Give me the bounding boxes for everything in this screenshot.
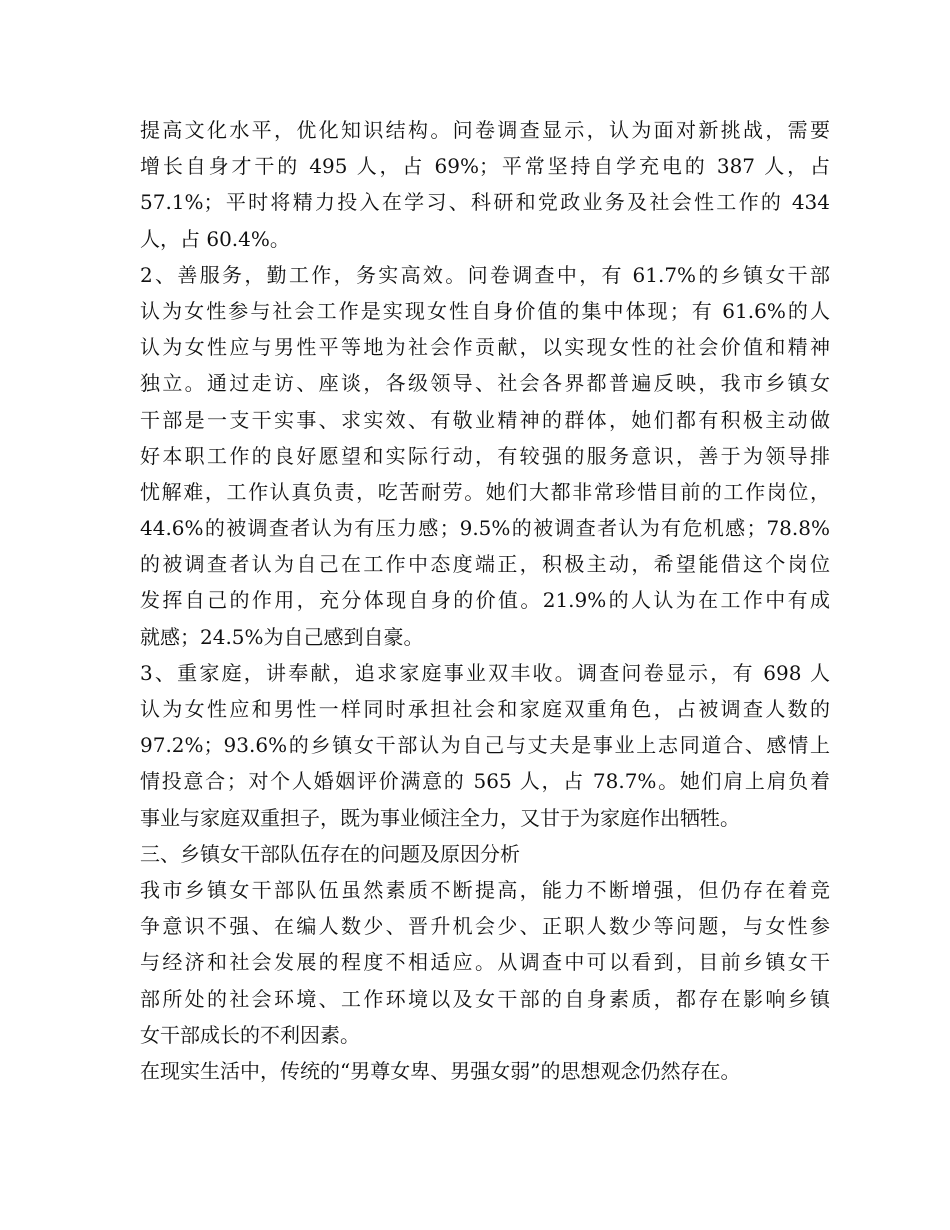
text-line: 认为女性应和男性一样同时承担社会和家庭双重角色，占被调查人数的 (140, 697, 830, 721)
text-line: 提高文化水平，优化知识结构。问卷调查显示，认为面对新挑战，需要 (140, 118, 830, 142)
text-line: 57.1%；平时将精力投入在学习、科研和党政业务及社会性工作的 434 (140, 190, 830, 215)
text-line: 女干部成长的不利因素。 (140, 1022, 360, 1047)
text-line: 增长自身才干的 495 人，占 69%；平常坚持自学充电的 387 人，占 (140, 154, 830, 179)
text-line: 人，占 60.4%。 (140, 226, 290, 251)
text-line: 独立。通过走访、座谈，各级领导、社会各界都普遍反映，我市乡镇女 (140, 371, 830, 396)
document-body (140, 112, 830, 1089)
text-line: 97.2%；93.6%的乡镇女干部认为自己与丈夫是事业上志同道合、感情上 (140, 733, 830, 758)
text-line: 认为女性参与社会工作是实现女性自身价值的集中体现；有 61.6%的人 (140, 298, 830, 323)
text-line: 的被调查者认为自己在工作中态度端正，积极主动，希望能借这个岗位 (140, 552, 830, 577)
text-line: 干部是一支干实事、求实效、有敬业精神的群体，她们都有积极主动做 (140, 407, 830, 432)
text-line: 认为女性应与男性平等地为社会作贡献，以实现女性的社会价值和精神 (140, 335, 830, 360)
text-line: 我市乡镇女干部队伍虽然素质不断提高，能力不断增强，但仍存在着竞 (140, 877, 830, 902)
text-line: 争意识不强、在编人数少、晋升机会少、正职人数少等问题，与女性参 (140, 914, 830, 939)
text-line: 发挥自己的作用，充分体现自身的价值。21.9%的人认为在工作中有成 (140, 588, 830, 613)
text-line: 事业与家庭双重担子，既为事业倾注全力，又甘于为家庭作出牺牲。 (140, 805, 740, 830)
text-line: 情投意合；对个人婚姻评价满意的 565 人，占 78.7%。她们肩上肩负着 (140, 769, 830, 794)
text-line: 3、重家庭，讲奉献，追求家庭事业双丰收。调查问卷显示，有 698 人 (140, 660, 830, 685)
text-line: 忧解难，工作认真负责，吃苦耐劳。她们大都非常珍惜目前的工作岗位， (140, 479, 830, 504)
text-line: 在现实生活中，传统的“男尊女卑、男强女弱”的思想观念仍然存在。 (140, 1058, 741, 1083)
text-line: 2、善服务，勤工作，务实高效。问卷调查中，有 61.7%的乡镇女干部 (140, 262, 830, 287)
text-line: 就感；24.5%为自己感到自豪。 (140, 624, 424, 649)
text-line: 部所处的社会环境、工作环境以及女干部的自身素质，都存在影响乡镇 (140, 986, 830, 1011)
text-line: 44.6%的被调查者认为有压力感；9.5%的被调查者认为有危机感；78.8% (140, 516, 830, 541)
text-line: 好本职工作的良好愿望和实际行动，有较强的服务意识，善于为领导排 (140, 443, 830, 468)
text-line: 与经济和社会发展的程度不相适应。从调查中可以看到，目前乡镇女干 (140, 950, 830, 975)
text-line: 三、乡镇女干部队伍存在的问题及原因分析 (140, 841, 520, 866)
